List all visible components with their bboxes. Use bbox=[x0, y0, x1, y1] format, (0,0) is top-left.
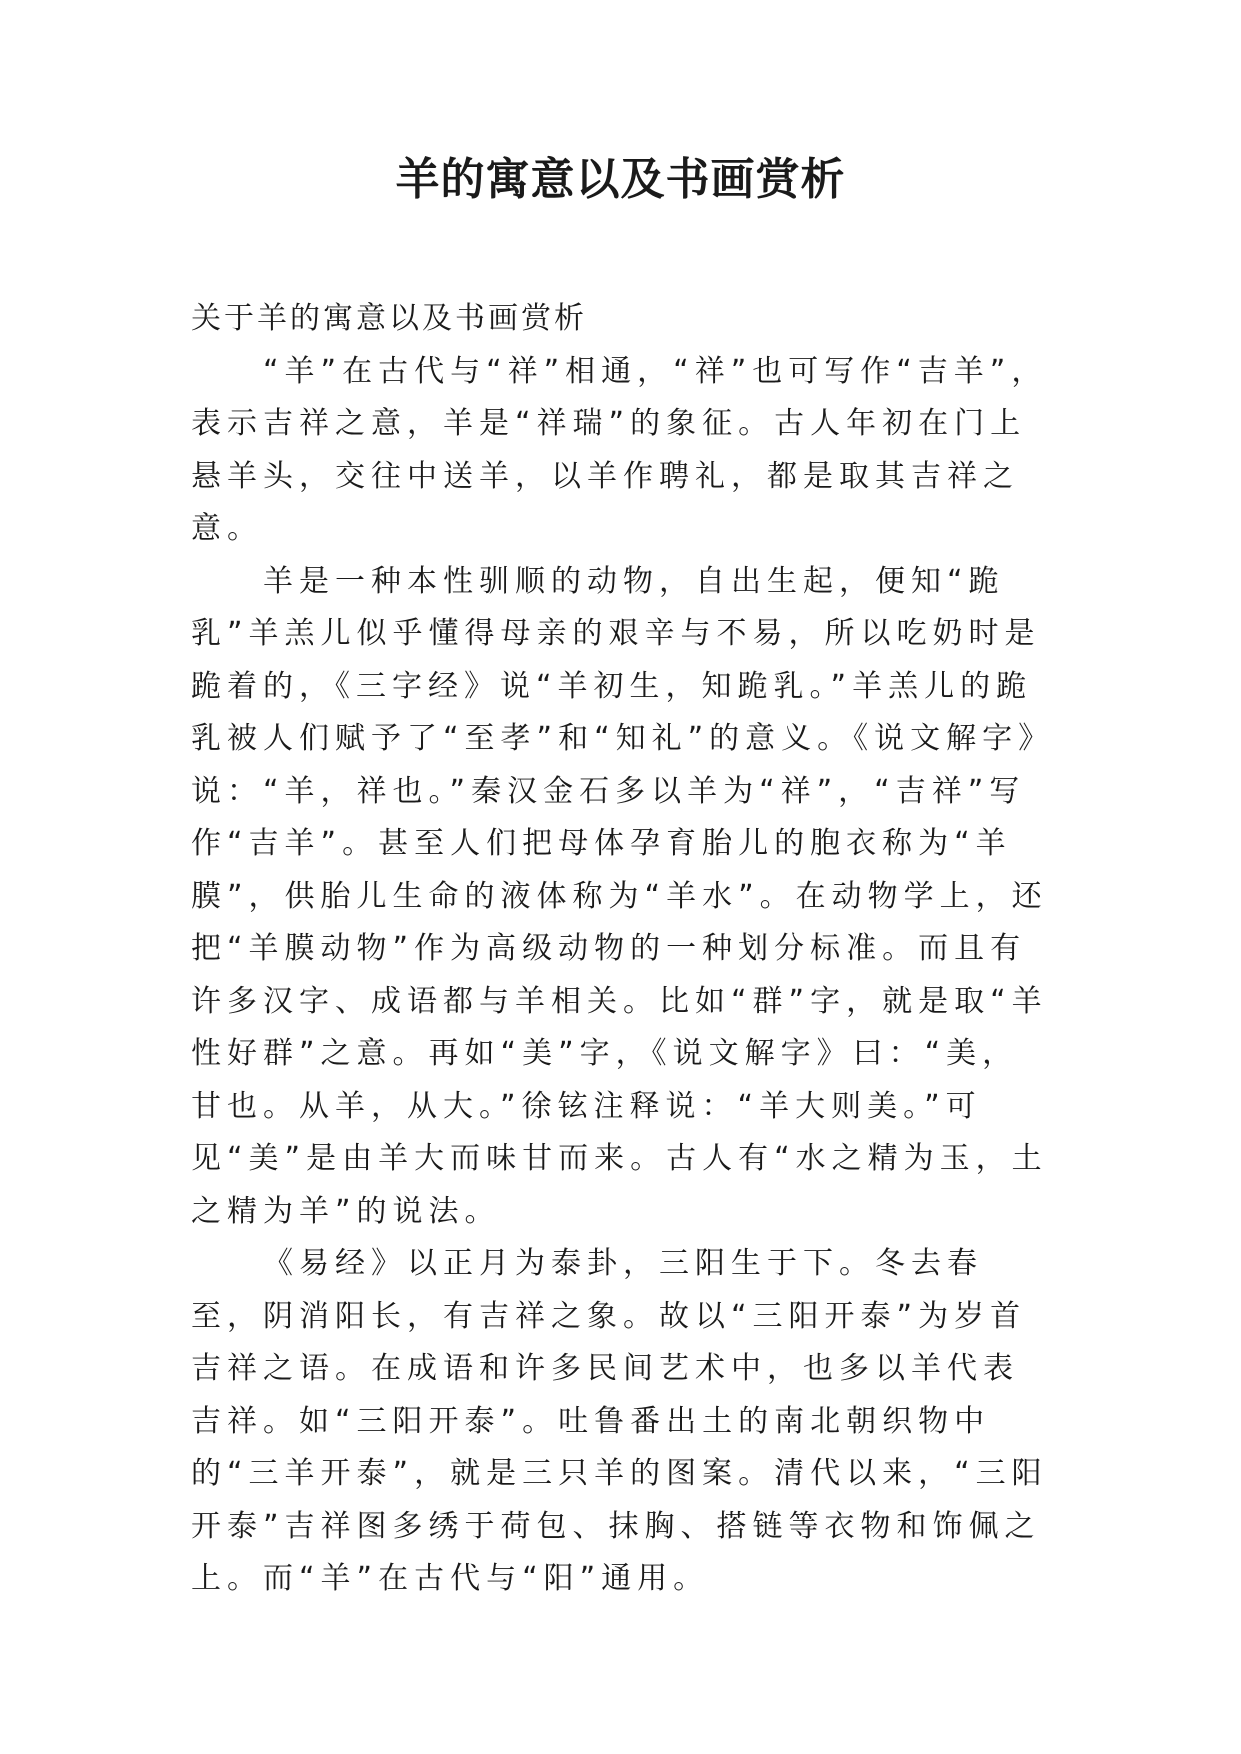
paragraph-1: “羊”在古代与“祥”相通，“祥”也可写作“吉羊”，表示吉祥之意，羊是“祥瑞”的象征。古人年初在门上悬羊头，交往中送羊，以羊作聘礼，都是取其吉祥之意。 bbox=[191, 353, 1048, 546]
paragraph-2: 羊是一种本性驯顺的动物，自出生起，便知“跪乳”羊羔儿似乎懂得母亲的艰辛与不易，所以吃奶时是跪着的，《三字经》说“羊初生，知跪乳。”羊羔儿的跪乳被人们赋予了“至孝”和“知礼”的意义。《说文解字》说：“羊，祥也。”秦汉金石多以羊为“祥”，“吉祥”写作“吉羊”。甚至人们把母体孕育胎儿的胞衣称为“羊膜”，供胎儿生命的液体称为“羊水”。在动物学上，还把“羊膜动物”作为高级动物的一种划分标准。而且有许多汉字、成语都与羊相关。比如“群”字，就是取“羊性好群”之意。再如“美”字，《说文解字》曰：“美，甘也。从羊，从大。”徐铉注释说：“羊大则美。”可见“美”是由羊大而味甘而来。古人有“水之精为玉，土之精为羊”的说法。 bbox=[191, 563, 1048, 1229]
document-body bbox=[191, 293, 1051, 1606]
document-subtitle: 关于羊的寓意以及书画赏析 bbox=[191, 301, 587, 336]
document-title: 羊的寓意以及书画赏析 bbox=[395, 154, 846, 205]
paragraph-3: 《易经》以正月为泰卦，三阳生于下。冬去春至，阴消阳长，有吉祥之象。故以“三阳开泰”为岁首吉祥之语。在成语和许多民间艺术中，也多以羊代表吉祥。如“三阳开泰”。吐鲁番出土的南北朝织物中的“三羊开泰”，就是三只羊的图案。清代以来，“三阳开泰”吉祥图多绣于荷包、抹胸、搭链等衣物和饰佩之上。而“羊”在古代与“阳”通用。 bbox=[191, 1246, 1048, 1596]
